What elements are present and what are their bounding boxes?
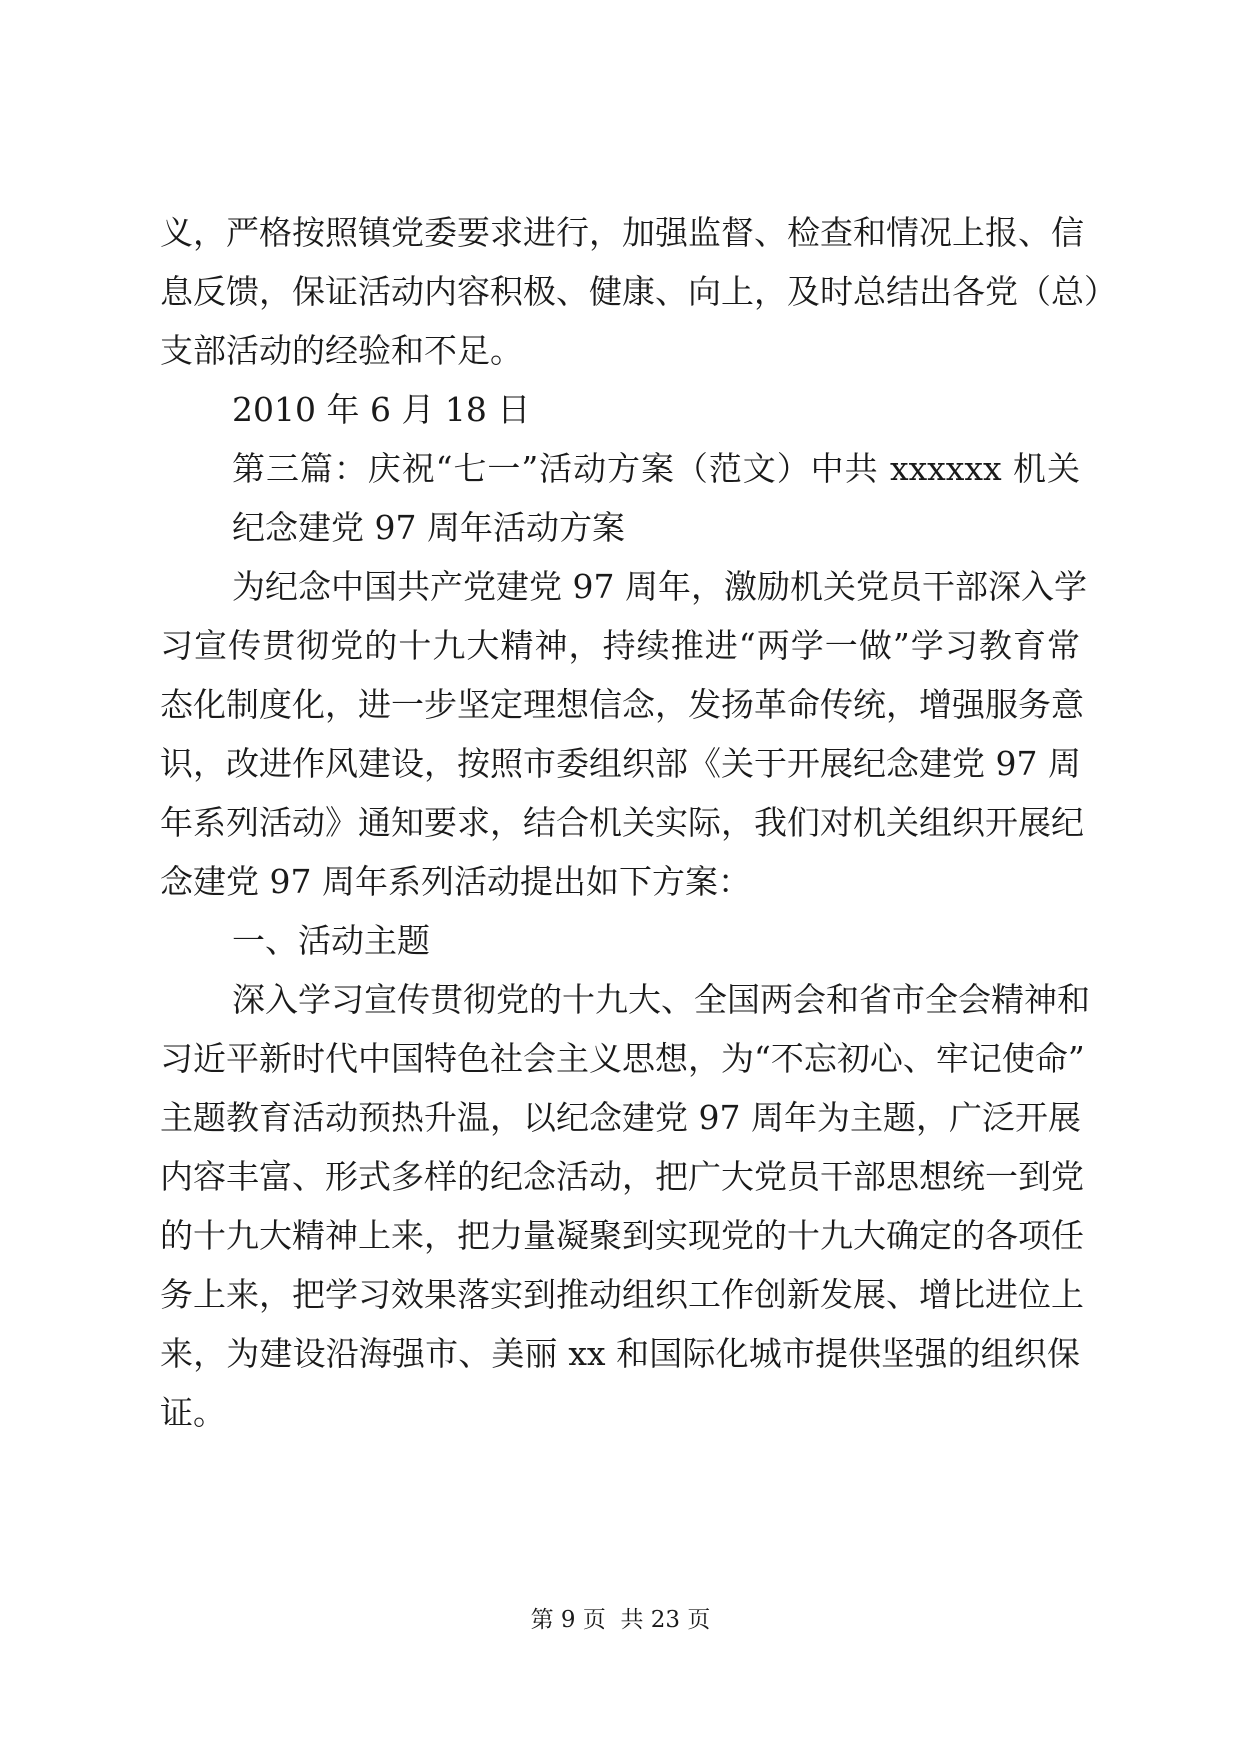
paragraph-line: 的十九大精神上来，把力量凝聚到实现党的十九大确定的各项任: [160, 1216, 1084, 1255]
section-heading: 纪念建党 97 周年活动方案: [232, 508, 625, 547]
paragraph-line: 息反馈，保证活动内容积极、健康、向上，及时总结出各党（总）: [160, 272, 1117, 311]
paragraph-line: 年系列活动》通知要求，结合机关实际，我们对机关组织开展纪: [160, 803, 1084, 842]
page-number: 第 9 页 共 23 页: [530, 1607, 711, 1633]
paragraph-line: 习近平新时代中国特色社会主义思想，为“不忘初心、牢记使命”: [160, 1039, 1085, 1078]
paragraph-line: 习宣传贯彻党的十九大精神，持续推进“两学一做”学习教育常: [160, 626, 1080, 665]
paragraph-line: 证。: [160, 1393, 226, 1432]
date-line: 2010 年 6 月 18 日: [232, 390, 531, 429]
subsection-heading: 一、活动主题: [232, 921, 430, 960]
paragraph-line: 念建党 97 周年系列活动提出如下方案：: [160, 862, 751, 901]
paragraph-line: 为纪念中国共产党建党 97 周年，激励机关党员干部深入学: [232, 567, 1087, 606]
paragraph-line: 义，严格按照镇党委要求进行，加强监督、检查和情况上报、信: [160, 213, 1084, 252]
paragraph-line: 内容丰富、形式多样的纪念活动，把广大党员干部思想统一到党: [160, 1157, 1084, 1196]
page-footer: [0, 1605, 1241, 1635]
paragraph-line: 来，为建设沿海强市、美丽 xx 和国际化城市提供坚强的组织保: [160, 1334, 1080, 1373]
section-heading: 第三篇：庆祝“七一”活动方案（范文）中共 xxxxxx 机关: [232, 449, 1080, 488]
paragraph-line: 识，改进作风建设，按照市委组织部《关于开展纪念建党 97 周: [160, 744, 1081, 783]
paragraph-line: 务上来，把学习效果落实到推动组织工作创新发展、增比进位上: [160, 1275, 1084, 1314]
paragraph-line: 支部活动的经验和不足。: [160, 331, 523, 370]
paragraph-line: 主题教育活动预热升温，以纪念建党 97 周年为主题，广泛开展: [160, 1098, 1081, 1137]
paragraph-line: 态化制度化，进一步坚定理想信念，发扬革命传统，增强服务意: [160, 685, 1084, 724]
paragraph-line: 深入学习宣传贯彻党的十九大、全国两会和省市全会精神和: [232, 980, 1090, 1019]
